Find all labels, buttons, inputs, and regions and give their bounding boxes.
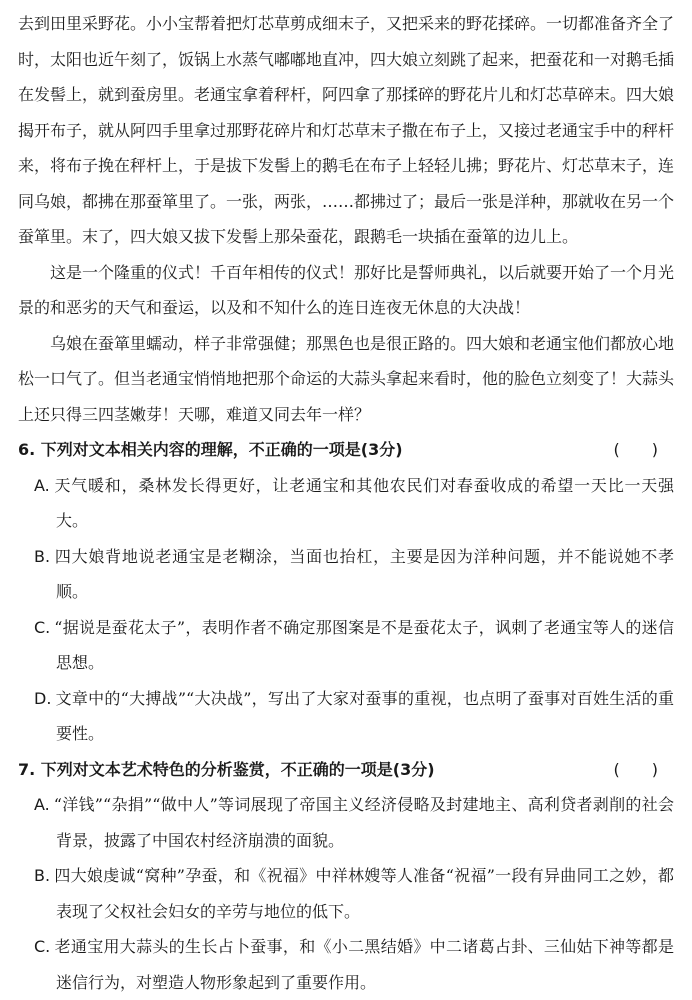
option-letter: C. (34, 618, 50, 637)
question-7-option-c (18, 929, 674, 1000)
passage-paragraph-3: 乌娘在蚕箪里蠕动，样子非常强健；那黑色也是很正路的。四大娘和老通宝他们都放心地松一口气了。但当老通宝悄悄地把那个命运的大蒜头拿起来看时，他的脸色立刻变了！大蒜头上还只得三四茎嫩芽！天哪，难道又同去年一样？ (18, 326, 674, 433)
option-text: 老通宝用大蒜头的生长占卜蚕事，和《小二黑结婚》中二诸葛占卦、三仙姑下神等都是迷信行为，对塑造人物形象起到了重要作用。 (54, 937, 674, 992)
option-letter: D. (34, 689, 51, 708)
option-letter: A. (34, 795, 50, 814)
option-letter: B. (34, 866, 50, 885)
option-text: 四大娘背地说老通宝是老糊涂，当面也抬杠，主要是因为洋种问题，并不能说她不孝顺。 (54, 547, 674, 602)
question-7-stem (18, 752, 674, 788)
reading-passage (18, 6, 674, 432)
question-6-option-b (18, 539, 674, 610)
question-7-option-a (18, 787, 674, 858)
question-6 (18, 432, 674, 752)
question-7-answer-blank: ( ) (614, 752, 675, 788)
question-6-option-c (18, 610, 674, 681)
question-6-stem (18, 432, 674, 468)
option-letter: A. (34, 476, 50, 495)
passage-paragraph-2: 这是一个隆重的仪式！千百年相传的仪式！那好比是誓师典礼，以后就要开始了一个月光景的和恶劣的天气和蚕运，以及和不知什么的连日连夜无休息的大决战！ (18, 255, 674, 326)
option-text: 文章中的“大搏战”“大决战”，写出了大家对蚕事的重视，也点明了蚕事对百姓生活的重要性。 (55, 689, 674, 744)
question-6-text: 6. 下列对文本相关内容的理解，不正确的一项是(3分) (18, 432, 403, 468)
question-7 (18, 752, 674, 1000)
question-7-text: 7. 下列对文本艺术特色的分析鉴赏，不正确的一项是(3分) (18, 752, 435, 788)
question-6-answer-blank: ( ) (614, 432, 675, 468)
option-text: “据说是蚕花太子”，表明作者不确定那图案是不是蚕花太子，讽刺了老通宝等人的迷信思想。 (54, 618, 674, 673)
option-text: 四大娘虔诚“窝种”孕蚕，和《祝福》中祥林嫂等人准备“祝福”一段有异曲同工之妙，都表现了父权社会妇女的辛劳与地位的低下。 (54, 866, 674, 921)
question-6-option-a (18, 468, 674, 539)
question-7-option-b (18, 858, 674, 929)
option-text: “洋钱”“杂捐”“做中人”等词展现了帝国主义经济侵略及封建地主、高利贷者剥削的社会背景，披露了中国农村经济崩溃的面貌。 (54, 795, 674, 850)
option-text: 天气暖和，桑林发长得更好，让老通宝和其他农民们对春蚕收成的希望一天比一天强大。 (54, 476, 674, 531)
option-letter: B. (34, 547, 50, 566)
question-6-option-d (18, 681, 674, 752)
option-letter: C. (34, 937, 50, 956)
passage-paragraph-1: 去到田里采野花。小小宝帮着把灯芯草剪成细末子，又把采来的野花揉碎。一切都准备齐全了时，太阳也近午刻了，饭锅上水蒸气嘟嘟地直冲，四大娘立刻跳了起来，把蚕花和一对鹅毛插在发髻上，就到蚕房里。老通宝拿着秤杆，阿四拿了那揉碎的野花片儿和灯芯草碎末。四大娘揭开布子，就从阿四手里拿过那野花碎片和灯芯草末子撒在布子上，又接过老通宝手中的秤杆来，将布子挽在秤杆上，于是拔下发髻上的鹅毛在布子上轻轻儿拂；野花片、灯芯草末子，连同乌娘，都拂在那蚕箪里了。一张，两张，……都拂过了；最后一张是洋种，那就收在另一个蚕箪里。末了，四大娘又拔下发髻上那朵蚕花，跟鹅毛一块插在蚕箪的边儿上。 (18, 6, 674, 255)
